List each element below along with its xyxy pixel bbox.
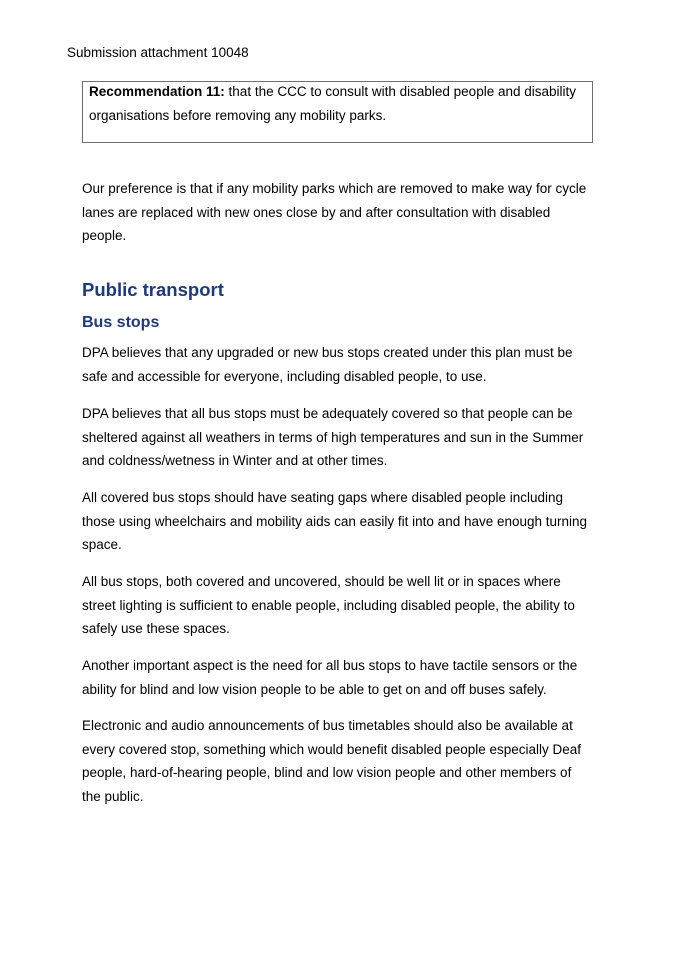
recommendation-label: Recommendation 11: (89, 84, 225, 99)
subsection-heading: Bus stops (82, 314, 160, 331)
paragraph-line: sheltered against all weathers in terms of high temperatures and sun in the Summer (82, 429, 584, 445)
paragraph-seating-gaps (82, 486, 602, 557)
paragraph-line: the public. (82, 788, 144, 804)
document-header: Submission attachment 10048 (67, 45, 249, 60)
paragraph-line: All covered bus stops should have seating gaps where disabled people including (82, 490, 564, 505)
paragraph-tactile-sensors (82, 654, 602, 701)
paragraph-line: safely use these spaces. (82, 621, 230, 636)
paragraph-announcements (82, 714, 602, 808)
recommendation-line-2: organisations before removing any mobility parks. (89, 107, 387, 123)
paragraph-line: people, hard-of-hearing people, blind and low vision people and other members of (82, 765, 572, 780)
paragraph-line: every covered stop, something which would benefit disabled people especially Deaf (82, 741, 582, 757)
intro-paragraph (82, 177, 602, 248)
paragraph-lighting (82, 570, 602, 641)
paragraph-line: DPA believes that all bus stops must be adequately covered so that people can be (82, 406, 573, 421)
paragraph-line: ability for blind and low vision people to be able to get on and off buses safely. (82, 681, 547, 697)
paragraph-line: All bus stops, both covered and uncovered, should be well lit or in spaces where (82, 574, 561, 589)
recommendation-box (82, 81, 593, 143)
paragraph-line: and coldness/wetness in Winter and at other times. (82, 453, 388, 468)
paragraph-line: lanes are replaced with new ones close by and after consultation with disabled (82, 204, 551, 220)
paragraph-line: Electronic and audio announcements of bus timetables should also be available at (82, 718, 573, 733)
paragraph-upgraded-stops (82, 341, 602, 388)
paragraph-line: space. (82, 537, 122, 552)
paragraph-covered-stops (82, 402, 602, 473)
recommendation-text: that the CCC to consult with disabled people and disability (224, 84, 577, 99)
paragraph-line: Our preference is that if any mobility parks which are removed to make way for cycle (82, 181, 587, 196)
paragraph-line: street lighting is sufficient to enable people, including disabled people, the ability to (82, 597, 575, 613)
paragraph-line: people. (82, 228, 127, 243)
paragraph-line: Another important aspect is the need for all bus stops to have tactile sensors or the (82, 658, 578, 673)
paragraph-line: safe and accessible for everyone, including disabled people, to use. (82, 368, 487, 384)
recommendation-line-1 (89, 80, 586, 104)
paragraph-line: DPA believes that any upgraded or new bus stops created under this plan must be (82, 345, 573, 360)
section-heading: Public transport (82, 279, 224, 300)
paragraph-line: those using wheelchairs and mobility aids can easily fit into and have enough turning (82, 513, 588, 529)
